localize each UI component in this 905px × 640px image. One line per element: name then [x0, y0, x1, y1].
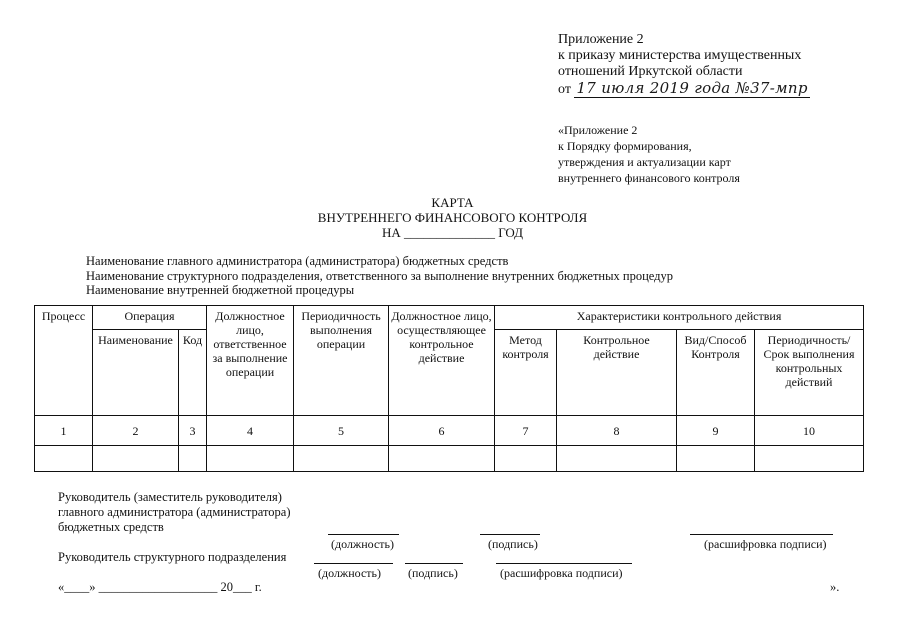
table-cell	[35, 446, 93, 472]
number-row	[35, 416, 864, 446]
header-characteristics: Характеристики контрольного действия	[495, 306, 864, 330]
table-cell	[207, 446, 294, 472]
caption-signature: (подпись)	[488, 537, 538, 551]
names-block	[86, 254, 673, 298]
name-administrator: Наименование главного администратора (администратора) бюджетных средств	[86, 254, 509, 268]
unit-head-label: Руководитель структурного подразделения	[58, 550, 287, 564]
head-line-1: Руководитель (заместитель руководителя)	[58, 490, 282, 504]
table-cell	[389, 446, 495, 472]
table-cell	[294, 446, 389, 472]
signature-blank-line	[480, 534, 540, 535]
document-year-line: НА ______________ ГОД	[381, 225, 524, 240]
empty-data-row	[35, 446, 864, 472]
document-title: КАРТА	[431, 195, 474, 210]
inner-appendix-line-2: к Порядку формирования,	[558, 139, 692, 153]
col-number: 3	[179, 416, 207, 446]
header-action: Контрольное действие	[557, 330, 677, 416]
appendix-line-2: к приказу министерства имущественных	[558, 48, 802, 63]
head-line-2: главного администратора (администратора)	[58, 505, 291, 519]
table-cell	[755, 446, 864, 472]
header-period-term: Периодичность/ Срок выполнения контрольных действий	[755, 330, 864, 416]
unit-position-blank-line	[314, 563, 393, 564]
col-number: 10	[755, 416, 864, 446]
head-line-3: бюджетных средств	[58, 520, 164, 534]
table-cell	[93, 446, 179, 472]
date-line: «____» ___________________ 20___ г.	[58, 580, 262, 594]
table-cell	[495, 446, 557, 472]
appendix-line-3: отношений Иркутской области	[558, 64, 743, 79]
head-signature-label	[58, 490, 291, 535]
unit-caption-position: (должность)	[318, 566, 381, 580]
inner-appendix-header	[558, 122, 740, 186]
control-map-table	[34, 305, 864, 472]
appendix-header	[558, 32, 810, 98]
date-prefix: от	[558, 82, 571, 97]
col-number: 4	[207, 416, 294, 446]
caption-decoding: (расшифровка подписи)	[704, 537, 827, 551]
position-blank-line	[328, 534, 399, 535]
header-process: Процесс	[35, 306, 93, 416]
header-op-code: Код	[179, 330, 207, 416]
name-subdivision: Наименование структурного подразделения, ответственного за выполнение внутренних бюджетных процедур	[86, 268, 674, 283]
document-subtitle: ВНУТРЕННЕГО ФИНАНСОВОГО КОНТРОЛЯ	[317, 210, 588, 225]
col-number: 5	[294, 416, 389, 446]
header-periodicity: Периодичность выполнения операции	[294, 306, 389, 416]
header-official-exec: Должностное лицо, осуществляющее контрольное действие	[389, 306, 495, 416]
col-number: 9	[677, 416, 755, 446]
header-method: Метод контроля	[495, 330, 557, 416]
decoding-blank-line	[690, 534, 833, 535]
closing-quote: ».	[830, 580, 840, 594]
unit-caption-signature: (подпись)	[408, 566, 458, 580]
appendix-date-row	[558, 80, 810, 98]
col-number: 8	[557, 416, 677, 446]
name-procedure: Наименование внутренней бюджетной процедуры	[86, 283, 355, 297]
unit-signature-blank-line	[405, 563, 463, 564]
col-number: 6	[389, 416, 495, 446]
header-type: Вид/Способ Контроля	[677, 330, 755, 416]
inner-appendix-line-3: утверждения и актуализации карт	[558, 155, 731, 169]
unit-decoding-blank-line	[496, 563, 632, 564]
unit-caption-decoding: (расшифровка подписи)	[500, 566, 623, 580]
header-official: Должностное лицо, ответственное за выполнение операции	[207, 306, 294, 416]
col-number: 7	[495, 416, 557, 446]
col-number: 2	[93, 416, 179, 446]
table-cell	[677, 446, 755, 472]
table-cell	[557, 446, 677, 472]
header-operation: Операция	[93, 306, 207, 330]
caption-position: (должность)	[331, 537, 394, 551]
col-number: 1	[35, 416, 93, 446]
inner-appendix-line-4: внутреннего финансового контроля	[558, 171, 740, 185]
header-op-name: Наименование	[93, 330, 179, 416]
table-cell	[179, 446, 207, 472]
appendix-line-1: Приложение 2	[558, 32, 644, 47]
handwritten-date: 17 июля 2019 года №37-мпр	[576, 79, 808, 97]
inner-appendix-line-1: «Приложение 2	[558, 123, 638, 137]
